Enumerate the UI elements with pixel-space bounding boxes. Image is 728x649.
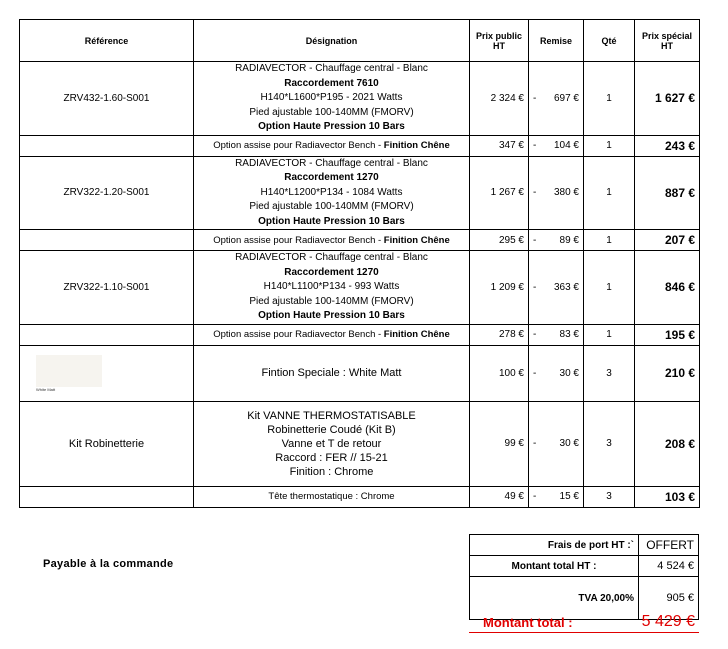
- remise-value: 89 €: [559, 234, 579, 246]
- tva-value: 905 €: [639, 577, 699, 620]
- cell-qte: 1: [584, 230, 635, 251]
- designation-line: Kit VANNE THERMOSTATISABLE: [247, 409, 416, 422]
- remise-value: 697 €: [553, 92, 579, 104]
- totals-row-shipping: [470, 535, 699, 556]
- table-row: [20, 230, 700, 251]
- header-row: [20, 20, 700, 62]
- cell-prix-special: 1 627 €: [635, 62, 700, 136]
- designation-line: Option Haute Pression 10 Bars: [258, 215, 405, 227]
- cell-prix-public: 49 €: [470, 486, 529, 507]
- cell-remise: [529, 62, 584, 136]
- cell-prix-special: 887 €: [635, 156, 700, 230]
- cell-designation: [194, 62, 470, 136]
- cell-reference: [20, 345, 194, 401]
- remise-sign: -: [533, 92, 537, 104]
- cell-qte: 1: [584, 135, 635, 156]
- cell-remise: [529, 401, 584, 486]
- header-qte: Qté: [584, 20, 635, 62]
- designation-text-bold: Finition Chêne: [383, 329, 450, 340]
- totals-row-subtotal: [470, 556, 699, 577]
- table-row: [20, 401, 700, 486]
- cell-prix-special: 103 €: [635, 486, 700, 507]
- cell-designation: [194, 230, 470, 251]
- cell-designation: Fintion Speciale : White Matt: [194, 345, 470, 401]
- cell-remise: [529, 345, 584, 401]
- cell-prix-public: 2 324 €: [470, 62, 529, 136]
- designation-line: Raccordement 7610: [284, 77, 379, 89]
- designation-line: Finition : Chrome: [289, 465, 374, 478]
- remise-value: 15 €: [559, 491, 579, 502]
- cell-prix-special: 210 €: [635, 345, 700, 401]
- cell-remise: [529, 251, 584, 325]
- designation-line: Raccord : FER // 15-21: [275, 451, 388, 464]
- cell-prix-special: 243 €: [635, 135, 700, 156]
- remise-sign: -: [533, 187, 537, 199]
- designation-line: Robinetterie Coudé (Kit B): [267, 423, 396, 436]
- designation-line: Option Haute Pression 10 Bars: [258, 310, 405, 321]
- remise-sign: -: [533, 438, 537, 449]
- designation-text: Option assise pour Radiavector Bench -: [213, 329, 384, 340]
- grand-total-value: 5 429 €: [641, 613, 695, 630]
- cell-prix-special: 846 €: [635, 251, 700, 325]
- remise-value: 380 €: [553, 187, 579, 199]
- header-prix-public: Prix public HT: [470, 20, 529, 62]
- remise-value: 363 €: [553, 281, 579, 293]
- designation-line: H140*L1200*P134 - 1084 Watts: [260, 186, 403, 198]
- cell-designation: Tête thermostatique : Chrome: [194, 486, 470, 507]
- designation-text: Option assise pour Radiavector Bench -: [213, 140, 384, 151]
- cell-qte: 1: [584, 156, 635, 230]
- quote-table: [19, 19, 700, 508]
- grand-total: [469, 614, 699, 633]
- cell-remise: [529, 156, 584, 230]
- cell-reference: [20, 486, 194, 507]
- table-row: [20, 62, 700, 136]
- remise-sign: -: [533, 367, 537, 379]
- remise-sign: -: [533, 491, 537, 502]
- shipping-label: Frais de port HT :`: [470, 535, 639, 556]
- cell-qte: 3: [584, 401, 635, 486]
- cell-prix-special: 195 €: [635, 324, 700, 345]
- cell-prix-special: 208 €: [635, 401, 700, 486]
- table-row: [20, 486, 700, 507]
- remise-sign: -: [533, 281, 537, 293]
- cell-designation: [194, 401, 470, 486]
- shipping-value: OFFERT: [639, 535, 699, 556]
- remise-value: 104 €: [553, 140, 579, 151]
- header-reference: Référence: [20, 20, 194, 62]
- grand-total-label: Montant total :: [483, 615, 573, 630]
- cell-prix-special: 207 €: [635, 230, 700, 251]
- designation-text-bold: Finition Chêne: [383, 140, 450, 151]
- designation-line: H140*L1100*P134 - 993 Watts: [263, 281, 400, 292]
- cell-qte: 3: [584, 486, 635, 507]
- designation-line: Pied ajustable 100-140MM (FMORV): [249, 295, 414, 307]
- designation-line: Vanne et T de retour: [281, 437, 382, 450]
- totals-table: [469, 534, 699, 620]
- remise-value: 30 €: [559, 438, 579, 449]
- cell-prix-public: 1 209 €: [470, 251, 529, 325]
- cell-prix-public: 1 267 €: [470, 156, 529, 230]
- cell-remise: [529, 324, 584, 345]
- designation-line: RADIAVECTOR - Chauffage central - Blanc: [235, 252, 428, 263]
- cell-qte: 1: [584, 62, 635, 136]
- cell-designation: [194, 324, 470, 345]
- cell-prix-public: 347 €: [470, 135, 529, 156]
- cell-reference: [20, 230, 194, 251]
- cell-qte: 1: [584, 251, 635, 325]
- cell-prix-public: 278 €: [470, 324, 529, 345]
- cell-remise: [529, 135, 584, 156]
- designation-line: Option Haute Pression 10 Bars: [258, 121, 405, 132]
- designation-line: H140*L1600*P195 - 2021 Watts: [260, 92, 403, 103]
- header-remise: Remise: [529, 20, 584, 62]
- table-row: [20, 324, 700, 345]
- subtotal-value: 4 524 €: [639, 556, 699, 577]
- remise-sign: -: [533, 329, 537, 340]
- designation-line: Pied ajustable 100-140MM (FMORV): [249, 201, 414, 212]
- cell-reference: Kit Robinetterie: [20, 401, 194, 486]
- designation-text: Option assise pour Radiavector Bench -: [213, 234, 384, 246]
- remise-value: 83 €: [559, 329, 579, 340]
- designation-line: RADIAVECTOR - Chauffage central - Blanc: [235, 157, 428, 169]
- cell-qte: 3: [584, 345, 635, 401]
- payable-note: Payable à la commande: [43, 558, 174, 570]
- cell-reference: [20, 324, 194, 345]
- designation-line: Raccordement 1270: [284, 266, 379, 278]
- tva-label: TVA 20,00%: [470, 577, 639, 620]
- subtotal-label: Montant total HT :: [470, 556, 639, 577]
- cell-designation: [194, 251, 470, 325]
- cell-qte: 1: [584, 324, 635, 345]
- designation-line: RADIAVECTOR - Chauffage central - Blanc: [235, 63, 428, 74]
- cell-remise: [529, 230, 584, 251]
- remise-sign: -: [533, 140, 537, 151]
- cell-designation: [194, 156, 470, 230]
- cell-reference: ZRV432-1.60-S001: [20, 62, 194, 136]
- cell-reference: [20, 135, 194, 156]
- cell-prix-public: 295 €: [470, 230, 529, 251]
- cell-reference: ZRV322-1.10-S001: [20, 251, 194, 325]
- cell-prix-public: 100 €: [470, 345, 529, 401]
- header-designation: Désignation: [194, 20, 470, 62]
- cell-prix-public: 99 €: [470, 401, 529, 486]
- cell-remise: [529, 486, 584, 507]
- remise-sign: -: [533, 234, 537, 246]
- finish-swatch-image: [36, 355, 102, 387]
- table-row: [20, 135, 700, 156]
- cell-designation: [194, 135, 470, 156]
- designation-line: Pied ajustable 100-140MM (FMORV): [249, 106, 414, 118]
- header-prix-special: Prix spécial HT: [635, 20, 700, 62]
- cell-reference: ZRV322-1.20-S001: [20, 156, 194, 230]
- table-row: [20, 251, 700, 325]
- swatch-label: White Matt: [36, 386, 56, 392]
- designation-line: Raccordement 1270: [284, 172, 379, 183]
- table-row: [20, 345, 700, 401]
- table-row: [20, 156, 700, 230]
- designation-text-bold: Finition Chêne: [383, 234, 450, 246]
- remise-value: 30 €: [559, 367, 579, 379]
